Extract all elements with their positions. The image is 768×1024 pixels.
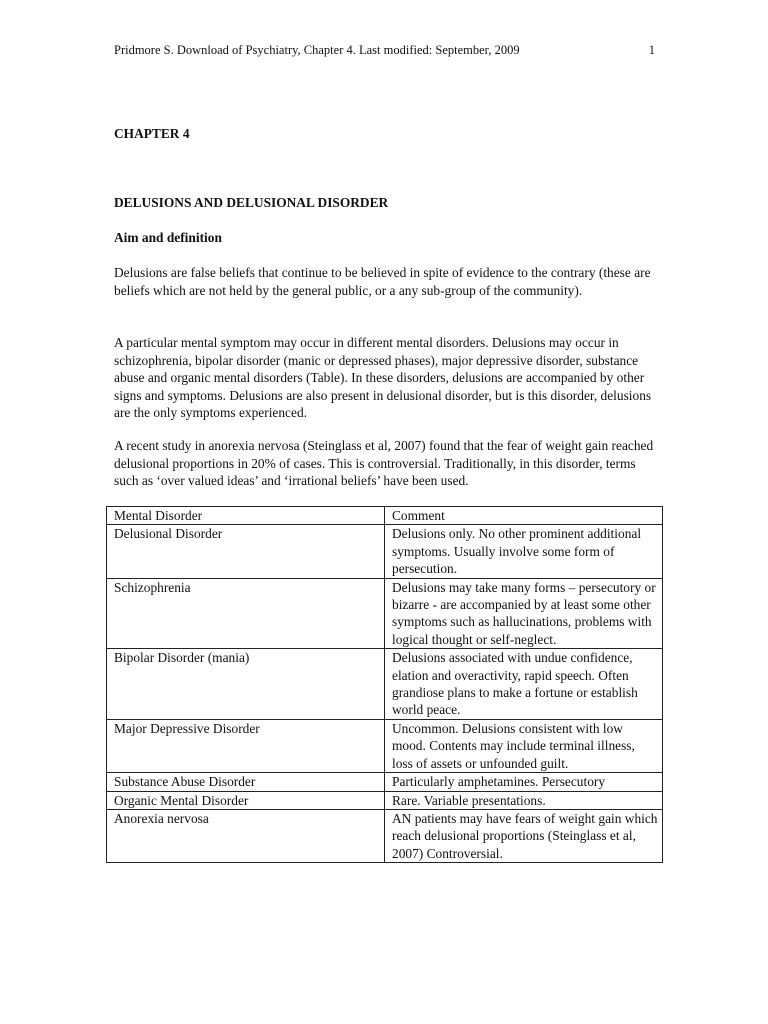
table-row [107, 578, 663, 649]
disorder-cell: Substance Abuse Disorder [107, 773, 385, 791]
disorder-cell: Organic Mental Disorder [107, 791, 385, 809]
disorder-cell: Schizophrenia [107, 578, 385, 649]
disorder-cell: Delusional Disorder [107, 525, 385, 578]
disorders-table [106, 506, 663, 863]
paragraph-definition: Delusions are false beliefs that continue to be believed in spite of evidence to the contrary (these are beliefs which are not held by the general public, or a any sub-group of the community). [114, 265, 651, 298]
table-row [107, 719, 663, 772]
chapter-title: DELUSIONS AND DELUSIONAL DISORDER [114, 195, 389, 210]
table-row [107, 649, 663, 720]
disorder-cell: Anorexia nervosa [107, 809, 385, 862]
table-row [107, 791, 663, 809]
table-row [107, 525, 663, 578]
comment-cell: Delusions may take many forms – persecutory or bizarre - are accompanied by at least some other symptoms such as hallucinations, problems with logical thought or self-neglect. [385, 578, 663, 649]
running-header [114, 42, 655, 60]
comment-cell: Rare. Variable presentations. [385, 791, 663, 809]
table-row [107, 773, 663, 791]
table-header-row [107, 507, 663, 525]
chapter-label: CHAPTER 4 [114, 126, 190, 141]
comment-cell: Uncommon. Delusions consistent with low mood. Contents may include terminal illness, loss of assets or unfounded guilt. [385, 719, 663, 772]
comment-cell: Delusions associated with undue confidence, elation and overactivity, rapid speech. Often grandiose plans to make a fortune or establish world peace. [385, 649, 663, 720]
section-heading: Aim and definition [114, 230, 222, 245]
running-header-title: Pridmore S. Download of Psychiatry, Chapter 4. Last modified: September, 2009 [114, 43, 520, 57]
disorder-cell: Major Depressive Disorder [107, 719, 385, 772]
table-row [107, 809, 663, 862]
comment-cell: AN patients may have fears of weight gain which reach delusional proportions (Steinglass et al, 2007) Controversial. [385, 809, 663, 862]
page-number: 1 [648, 43, 655, 57]
column-header-disorder: Mental Disorder [107, 507, 385, 525]
column-header-comment: Comment [385, 507, 663, 525]
paragraph-mental-disorders: A particular mental symptom may occur in different mental disorders. Delusions may occur in schizophrenia, bipolar disorder (manic or depressed phases), major depressive disorder, substance abuse and organic mental disorders (Table). In these disorders, delusions are accompanied by other signs and symptoms. Delusions are also present in delusional disorder, but is this disorder, delusions are the only symptoms experienced. [114, 335, 652, 421]
comment-cell: Delusions only. No other prominent additional symptoms. Usually involve some form of persecution. [385, 525, 663, 578]
comment-cell: Particularly amphetamines. Persecutory [385, 773, 663, 791]
disorder-cell: Bipolar Disorder (mania) [107, 649, 385, 720]
paragraph-anorexia: A recent study in anorexia nervosa (Steinglass et al, 2007) found that the fear of weight gain reached delusional proportions in 20% of cases. This is controversial. Traditionally, in this disorder, terms such as ‘over valued ideas’ and ‘irrational beliefs’ have been used. [114, 438, 654, 489]
